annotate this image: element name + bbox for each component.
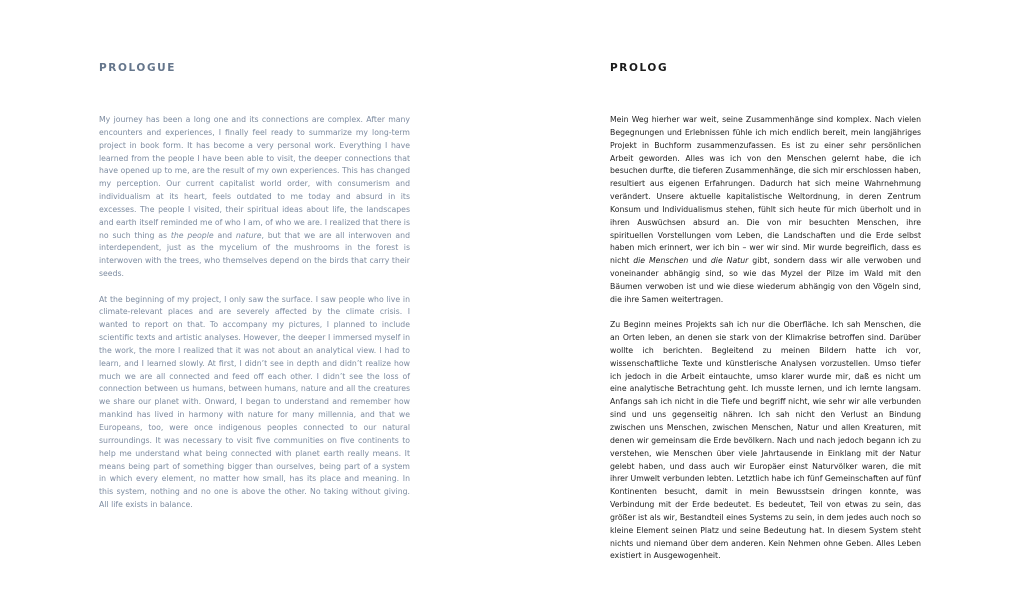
paragraph: My journey has been a long one and its connections are complex. After many encounters and experiences, I finally feel ready to summarize my long-term project in book form. It has become a very personal work. Everything I have learned from the people I have been able to visit, the deeper connections that have opened up to me, are the result of my own experiences. This has changed my perception. Our current capitalist world order, with consumerism and individualism at its heart, feels outdated to me today and absurd in its excesses. The people I visited, their spiritual ideas about life, the landscapes and earth itself reminded me of who I am, of who we are. I realized that there is no such thing as the people and nature, but that we are all interwoven and interdependent, just as the mycelium of the mushrooms in the forest is interwoven with the trees, who themselves depend on the birds that carry their seeds. [99,115,411,279]
right-page [510,0,1020,607]
page-heading-german: PROLOG [610,62,669,74]
emphasis-text: the people [170,230,214,240]
emphasis-text: die Menschen [633,256,689,266]
body-text-german [610,114,921,563]
emphasis-text: die Natur [710,256,749,266]
paragraph: At the beginning of my project, I only saw the surface. I saw people who live in climate-relevant places and are severely affected by the climate crisis. I wanted to report on that. To accompany my pictures, I planned to include scientific texts and artistic analyses. However, the deeper I immersed myself in the work, the more I realized that it was not about an analytical view. I had to learn, and I learned slowly. At first, I didn’t see in depth and didn’t realize how much we are all connected and feed off each other. I didn’t see the loss of connection between us humans, between humans, nature and all the creatures we share our planet with. Onward, I began to understand and remember how mankind has lived in harmony with nature for many millennia, and that we Europeans, too, were once indigenous peoples connected to our natural surroundings. It was necessary to visit five communities on five continents to help me understand what being connected with planet earth really means. It means being part of something bigger than ourselves, being part of a system in which every element, no matter how small, has its place and meaning. In this system, nothing and no one is above the other. No taking without giving. All life exists in balance. [99,294,410,510]
paragraph: Zu Beginn meines Projekts sah ich nur die Oberfläche. Ich sah Menschen, die an Orten leben, an denen sie stark von der Klimakrise betroffen sind. Darüber wollte ich berichten. Begleitend zu meinen Bildern hatte ich vor, wissenschaftliche Texte und künstlerische Analysen vorzustellen. Umso tiefer ich jedoch in die Arbeit eintauchte, umso klarer wurde mir, daß es nicht um eine analytische Betrachtung geht. Ich musste lernen, und ich lernte langsam. Anfangs sah ich nicht in die Tiefe und begriff nicht, wie sehr wir alle verbunden sind und uns gegenseitig nähren. Ich sah nicht den Verlust an Bindung zwischen uns Menschen, zwischen Menschen, Natur und allen Kreaturen, mit denen wir gemeinsam die Erde bevölkern. Nach und nach jedoch begann ich zu verstehen, wie Menschen über viele Jahrtausende in Einklang mit der Natur gelebt haben, und dass auch wir Europäer einst Naturvölker waren, die mit ihrer Umwelt verbunden lebten. Letztlich habe ich fünf Gemeinschaften auf fünf Kontinenten besucht, damit in mein Bewusstsein dringen konnte, was Verbindung mit der Erde bedeutet. Es bedeutet, Teil von etwas zu sein, das größer ist als wir, Bestandteil eines Systems zu sein, in dem jedes auch noch so kleine Element seinen Platz und seine Bedeutung hat. In diesem System steht nichts und niemand über dem anderen. Kein Nehmen ohne Geben. Alles Leben existiert in Ausgewogenheit. [610,320,921,561]
paragraph: Mein Weg hierher war weit, seine Zusammenhänge sind komplex. Nach vielen Begegnungen und Erlebnissen fühle ich mich endlich bereit, mein langjähriges Projekt in Buchform zusammenzufassen. Es ist zu einer sehr persönlichen Arbeit geworden. Alles was ich von den Menschen gelernt habe, die ich besuchen durfte, die tieferen Zusammenhänge, die sich mir erschlossen haben, resultiert aus eigenen Erfahrungen. Dadurch hat sich meine Wahrnehmung verändert. Unsere aktuelle kapitalistische Weltordnung, in deren Zentrum Konsum und Individualismus stehen, fühlt sich heute für mich überholt und in ihren Auswüchsen absurd an. Die von mir besuchten Menschen, ihre spirituellen Vorstellungen vom Leben, die Landschaften und die Erde selbst haben mich erinnert, wer ich bin – wer wir sind. Mir wurde begreiflich, dass es nicht die Menschen und die Natur gibt, sondern dass wir alle verwoben und voneinander abhängig sind, so wie das Myzel der Pilze im Wald mit den Bäumen verwoben ist und wie diese wiederum abhängig von den Vögeln sind, die ihre Samen weitertragen. [610,115,921,304]
page-heading-english: PROLOGUE [99,62,177,74]
emphasis-text: nature [235,230,262,240]
body-text-english [99,114,410,512]
